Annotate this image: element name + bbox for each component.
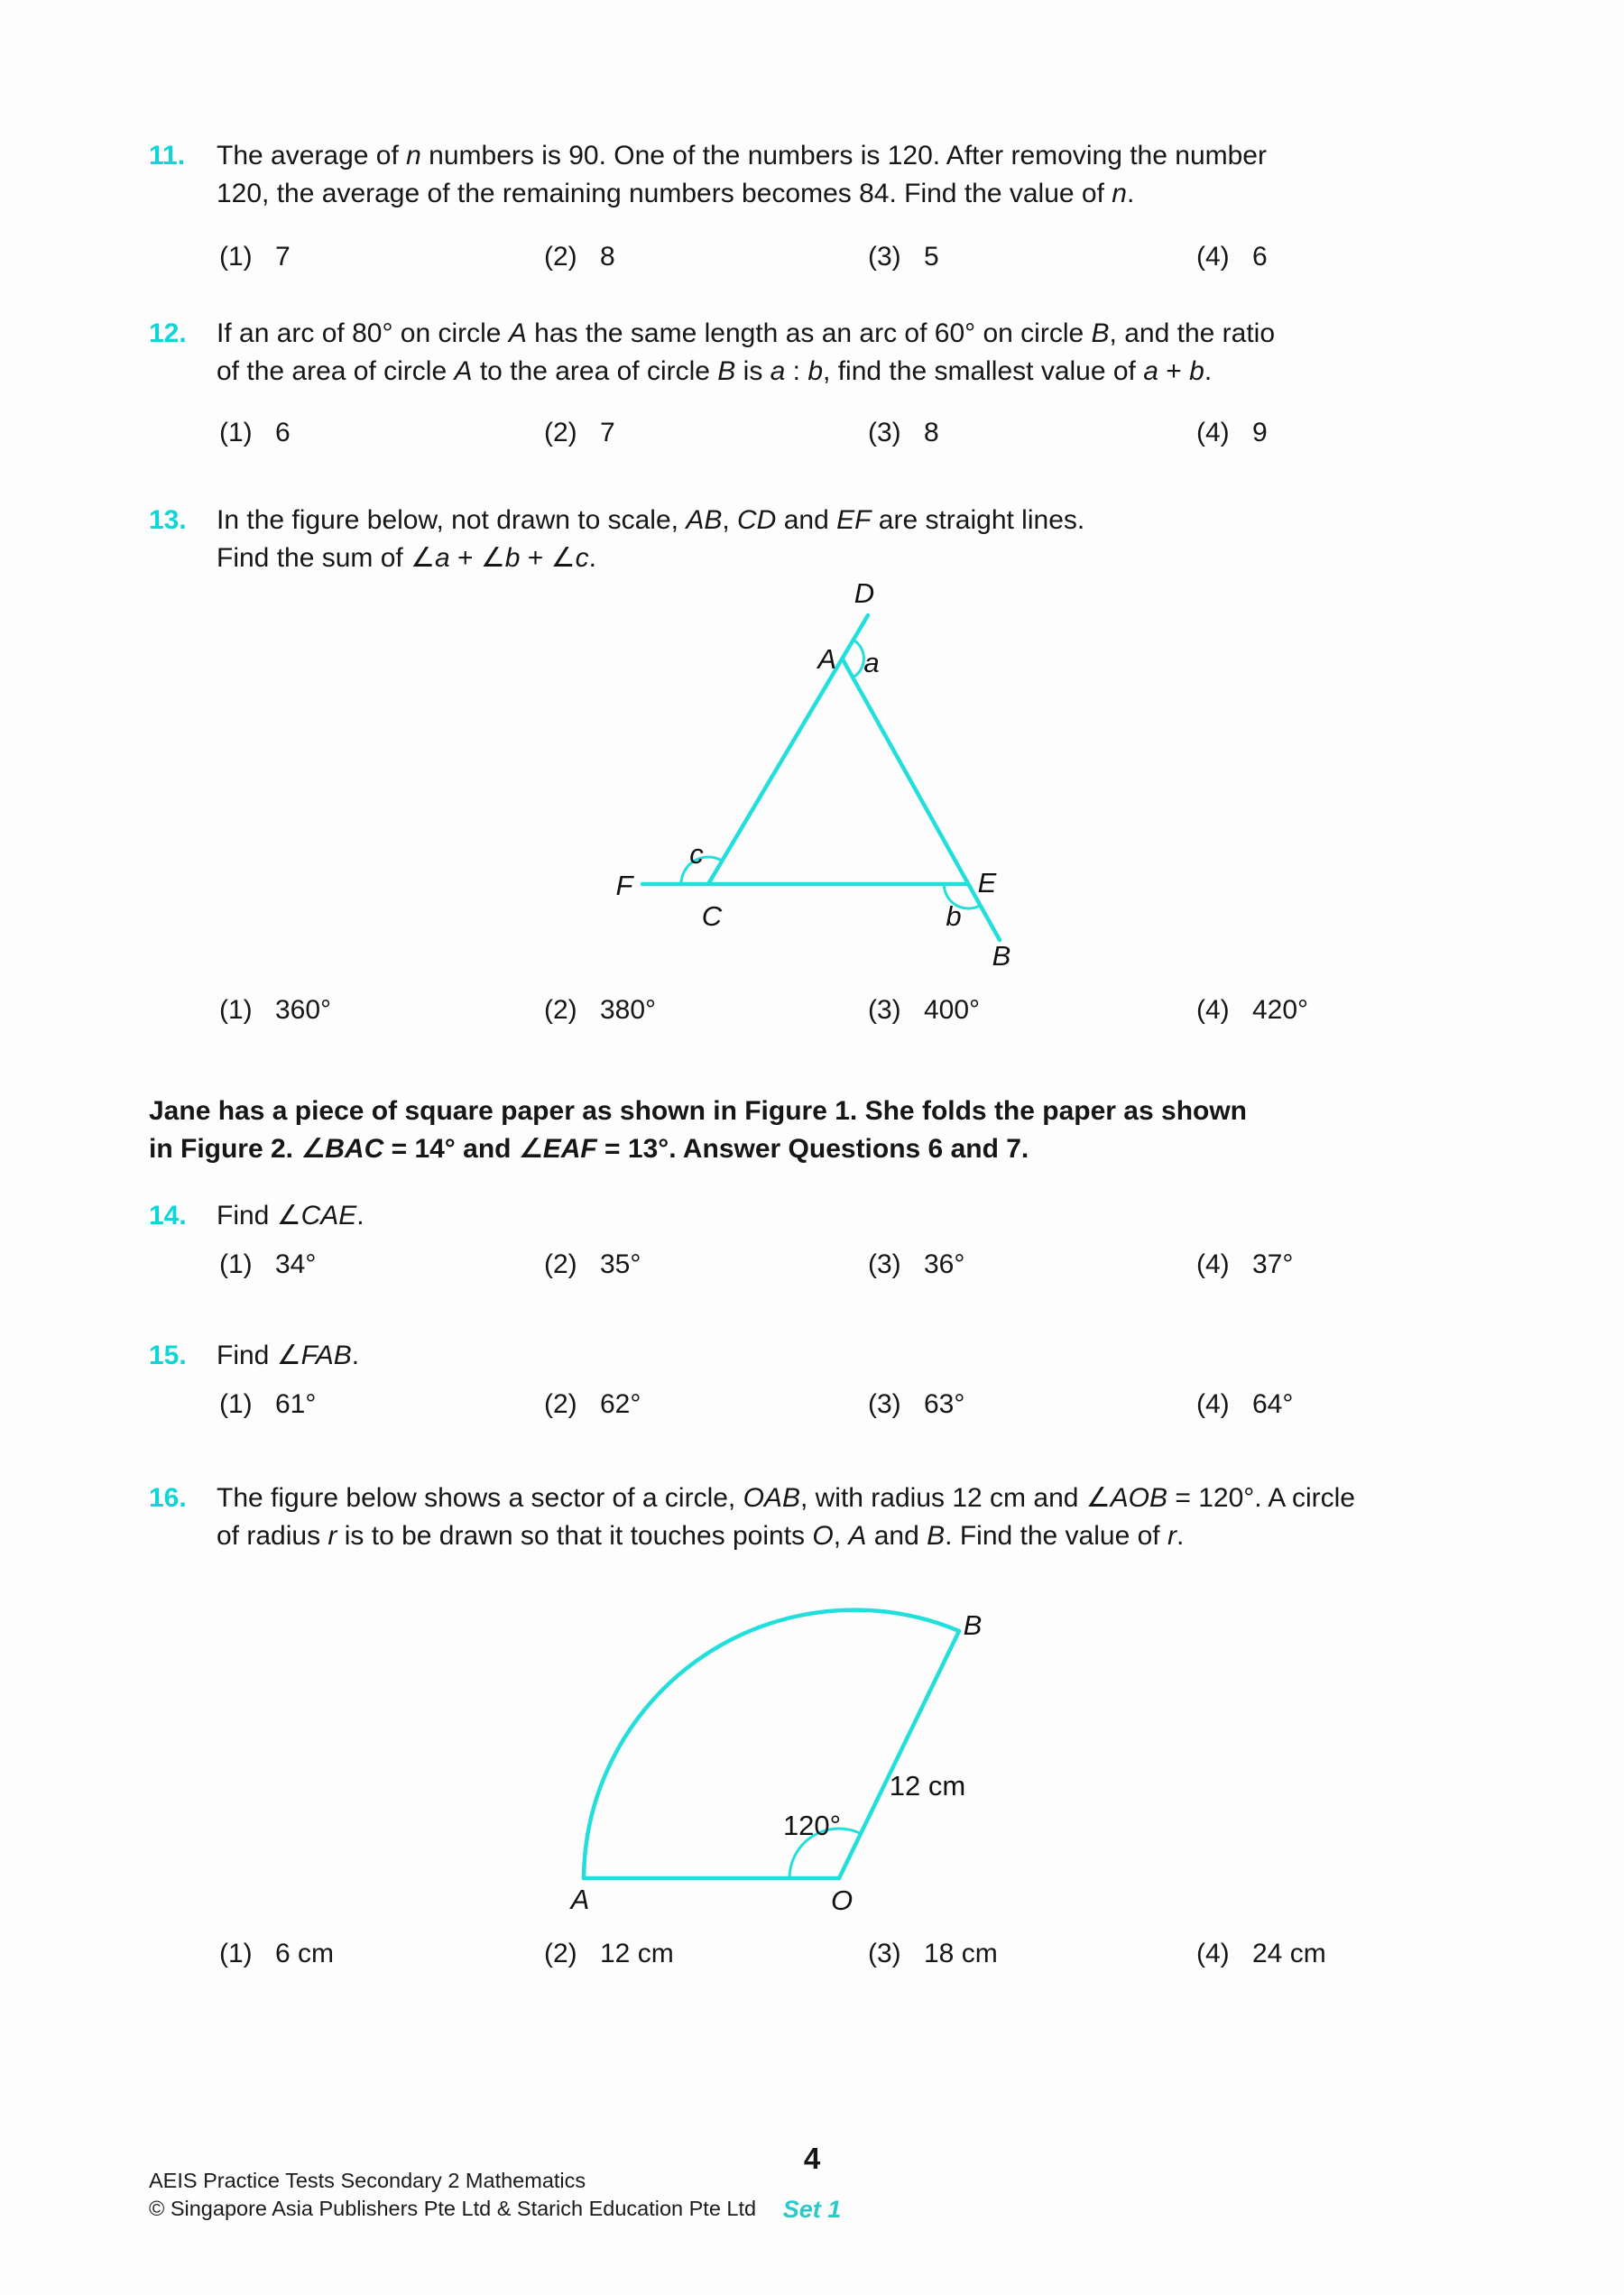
question-number: 12.	[149, 318, 187, 348]
option-label: (4)	[1196, 1249, 1230, 1279]
label-radius: 12 cm	[889, 1770, 966, 1802]
option-1	[219, 1246, 316, 1284]
option-4	[1196, 1935, 1326, 1973]
folding-intro-paragraph	[149, 1092, 1520, 1168]
option-label: (2)	[544, 1249, 577, 1279]
intro-line: in Figure 2. ∠BAC = 14° and ∠EAF = 13°. Answer Questions 6 and 7.	[149, 1134, 1029, 1164]
option-value: 24 cm	[1252, 1939, 1326, 1968]
options-row	[0, 991, 1624, 1029]
option-label: (1)	[219, 1249, 253, 1279]
question-text	[217, 1197, 1516, 1235]
option-value: 6	[275, 418, 291, 447]
triangle-figure	[559, 568, 1065, 992]
option-value: 7	[275, 242, 291, 272]
page-number: 4	[803, 2142, 821, 2175]
question-number: 16.	[149, 1483, 187, 1513]
options-row	[0, 414, 1624, 452]
option-label: (1)	[219, 242, 253, 272]
option-label: (4)	[1196, 242, 1230, 272]
option-label: (2)	[544, 995, 577, 1025]
option-label: (1)	[219, 995, 253, 1025]
option-1	[219, 414, 291, 452]
footer-line-2: © Singapore Asia Publishers Pte Ltd & Starich Education Pte Ltd	[149, 2197, 757, 2220]
label-A: A	[570, 1884, 590, 1915]
question-line: Find ∠FAB.	[217, 1341, 360, 1370]
options-row	[0, 238, 1624, 276]
question-line: In the figure below, not drawn to scale, AB, CD and EF are straight lines.	[217, 505, 1085, 535]
sector-figure	[523, 1561, 1137, 1922]
intro-line: Jane has a piece of square paper as shown in Figure 1. She folds the paper as shown	[149, 1096, 1248, 1126]
question-text	[217, 1479, 1516, 1555]
option-label: (4)	[1196, 1939, 1230, 1968]
option-1	[219, 1935, 334, 1973]
options-row	[0, 1386, 1624, 1424]
option-value: 9	[1252, 418, 1268, 447]
label-B: B	[963, 1609, 983, 1641]
option-label: (4)	[1196, 995, 1230, 1025]
option-3	[868, 991, 980, 1029]
option-value: 37°	[1252, 1249, 1294, 1279]
option-label: (3)	[868, 242, 901, 272]
question-line: Find the sum of ∠a + ∠b + ∠c.	[217, 543, 596, 573]
option-label: (4)	[1196, 1389, 1230, 1419]
question-text	[217, 502, 1516, 577]
option-value: 35°	[600, 1249, 641, 1279]
question-line: If an arc of 80° on circle A has the same length as an arc of 60° on circle B, and the ratio	[217, 318, 1276, 348]
option-2	[544, 1935, 674, 1973]
option-2	[544, 1386, 641, 1424]
question-line: Find ∠CAE.	[217, 1201, 364, 1230]
line-OB	[839, 1631, 959, 1878]
label-O: O	[830, 1885, 854, 1916]
option-label: (2)	[544, 242, 577, 272]
set-label: Set 1	[782, 2196, 842, 2223]
option-4	[1196, 1386, 1293, 1424]
option-label: (4)	[1196, 418, 1230, 447]
option-value: 62°	[600, 1389, 641, 1419]
option-4	[1196, 991, 1308, 1029]
option-label: (3)	[868, 1939, 901, 1968]
option-3	[868, 238, 939, 276]
option-1	[219, 238, 291, 276]
question-text	[217, 137, 1516, 213]
option-value: 420°	[1252, 995, 1309, 1025]
option-3	[868, 1935, 998, 1973]
option-value: 400°	[924, 995, 981, 1025]
option-4	[1196, 238, 1268, 276]
options-row	[0, 1246, 1624, 1284]
label-A: A	[817, 643, 836, 675]
option-value: 12 cm	[600, 1939, 674, 1968]
option-value: 63°	[924, 1389, 965, 1419]
question-text	[217, 1337, 1516, 1375]
option-1	[219, 991, 331, 1029]
option-value: 8	[600, 242, 615, 272]
option-label: (3)	[868, 1249, 901, 1279]
label-b: b	[946, 900, 962, 932]
question-number: 13.	[149, 505, 187, 535]
option-value: 34°	[275, 1249, 317, 1279]
label-a: a	[863, 647, 880, 678]
option-label: (3)	[868, 995, 901, 1025]
option-value: 36°	[924, 1249, 965, 1279]
angle-arc-a	[853, 640, 863, 677]
label-F: F	[615, 870, 633, 901]
option-label: (1)	[219, 1939, 253, 1968]
option-label: (2)	[544, 1939, 577, 1968]
label-E: E	[977, 867, 997, 899]
question-line: The average of n numbers is 90. One of the numbers is 120. After removing the number	[217, 141, 1267, 171]
question-line: of radius r is to be drawn so that it touches points O, A and B. Find the value of r.	[217, 1521, 1185, 1551]
label-angle: 120°	[782, 1810, 842, 1841]
label-c: c	[689, 838, 704, 870]
option-2	[544, 1246, 641, 1284]
label-D: D	[854, 577, 875, 609]
option-label: (2)	[544, 1389, 577, 1419]
option-label: (1)	[219, 418, 253, 447]
line-AB	[843, 659, 1001, 940]
option-value: 64°	[1252, 1389, 1294, 1419]
option-label: (3)	[868, 1389, 901, 1419]
question-text	[217, 315, 1516, 391]
option-1	[219, 1386, 316, 1424]
question-line: of the area of circle A to the area of circle B is a : b, find the smallest value of a + b.	[217, 356, 1213, 386]
options-row	[0, 1935, 1624, 1973]
option-value: 61°	[275, 1389, 317, 1419]
option-label: (3)	[868, 418, 901, 447]
option-label: (2)	[544, 418, 577, 447]
option-value: 8	[924, 418, 939, 447]
option-3	[868, 414, 939, 452]
question-number: 11.	[149, 141, 186, 171]
question-line: The figure below shows a sector of a circle, OAB, with radius 12 cm and ∠AOB = 120°. A circle	[217, 1483, 1355, 1513]
question-number: 15.	[149, 1341, 187, 1370]
line-CD	[708, 615, 868, 884]
option-3	[868, 1386, 964, 1424]
option-label: (1)	[219, 1389, 253, 1419]
footer-credits	[149, 2167, 756, 2223]
option-value: 360°	[275, 995, 332, 1025]
option-value: 6 cm	[275, 1939, 335, 1968]
option-value: 5	[924, 242, 939, 272]
question-line: 120, the average of the remaining numbers becomes 84. Find the value of n.	[217, 179, 1135, 208]
footer-line-1: AEIS Practice Tests Secondary 2 Mathematics	[149, 2169, 586, 2192]
option-2	[544, 414, 615, 452]
option-value: 380°	[600, 995, 657, 1025]
option-4	[1196, 414, 1268, 452]
option-value: 6	[1252, 242, 1268, 272]
option-value: 7	[600, 418, 615, 447]
option-4	[1196, 1246, 1293, 1284]
label-B: B	[992, 940, 1011, 972]
option-2	[544, 238, 615, 276]
label-C: C	[701, 900, 723, 932]
option-value: 18 cm	[924, 1939, 998, 1968]
option-2	[544, 991, 656, 1029]
question-number: 14.	[149, 1201, 187, 1230]
option-3	[868, 1246, 964, 1284]
